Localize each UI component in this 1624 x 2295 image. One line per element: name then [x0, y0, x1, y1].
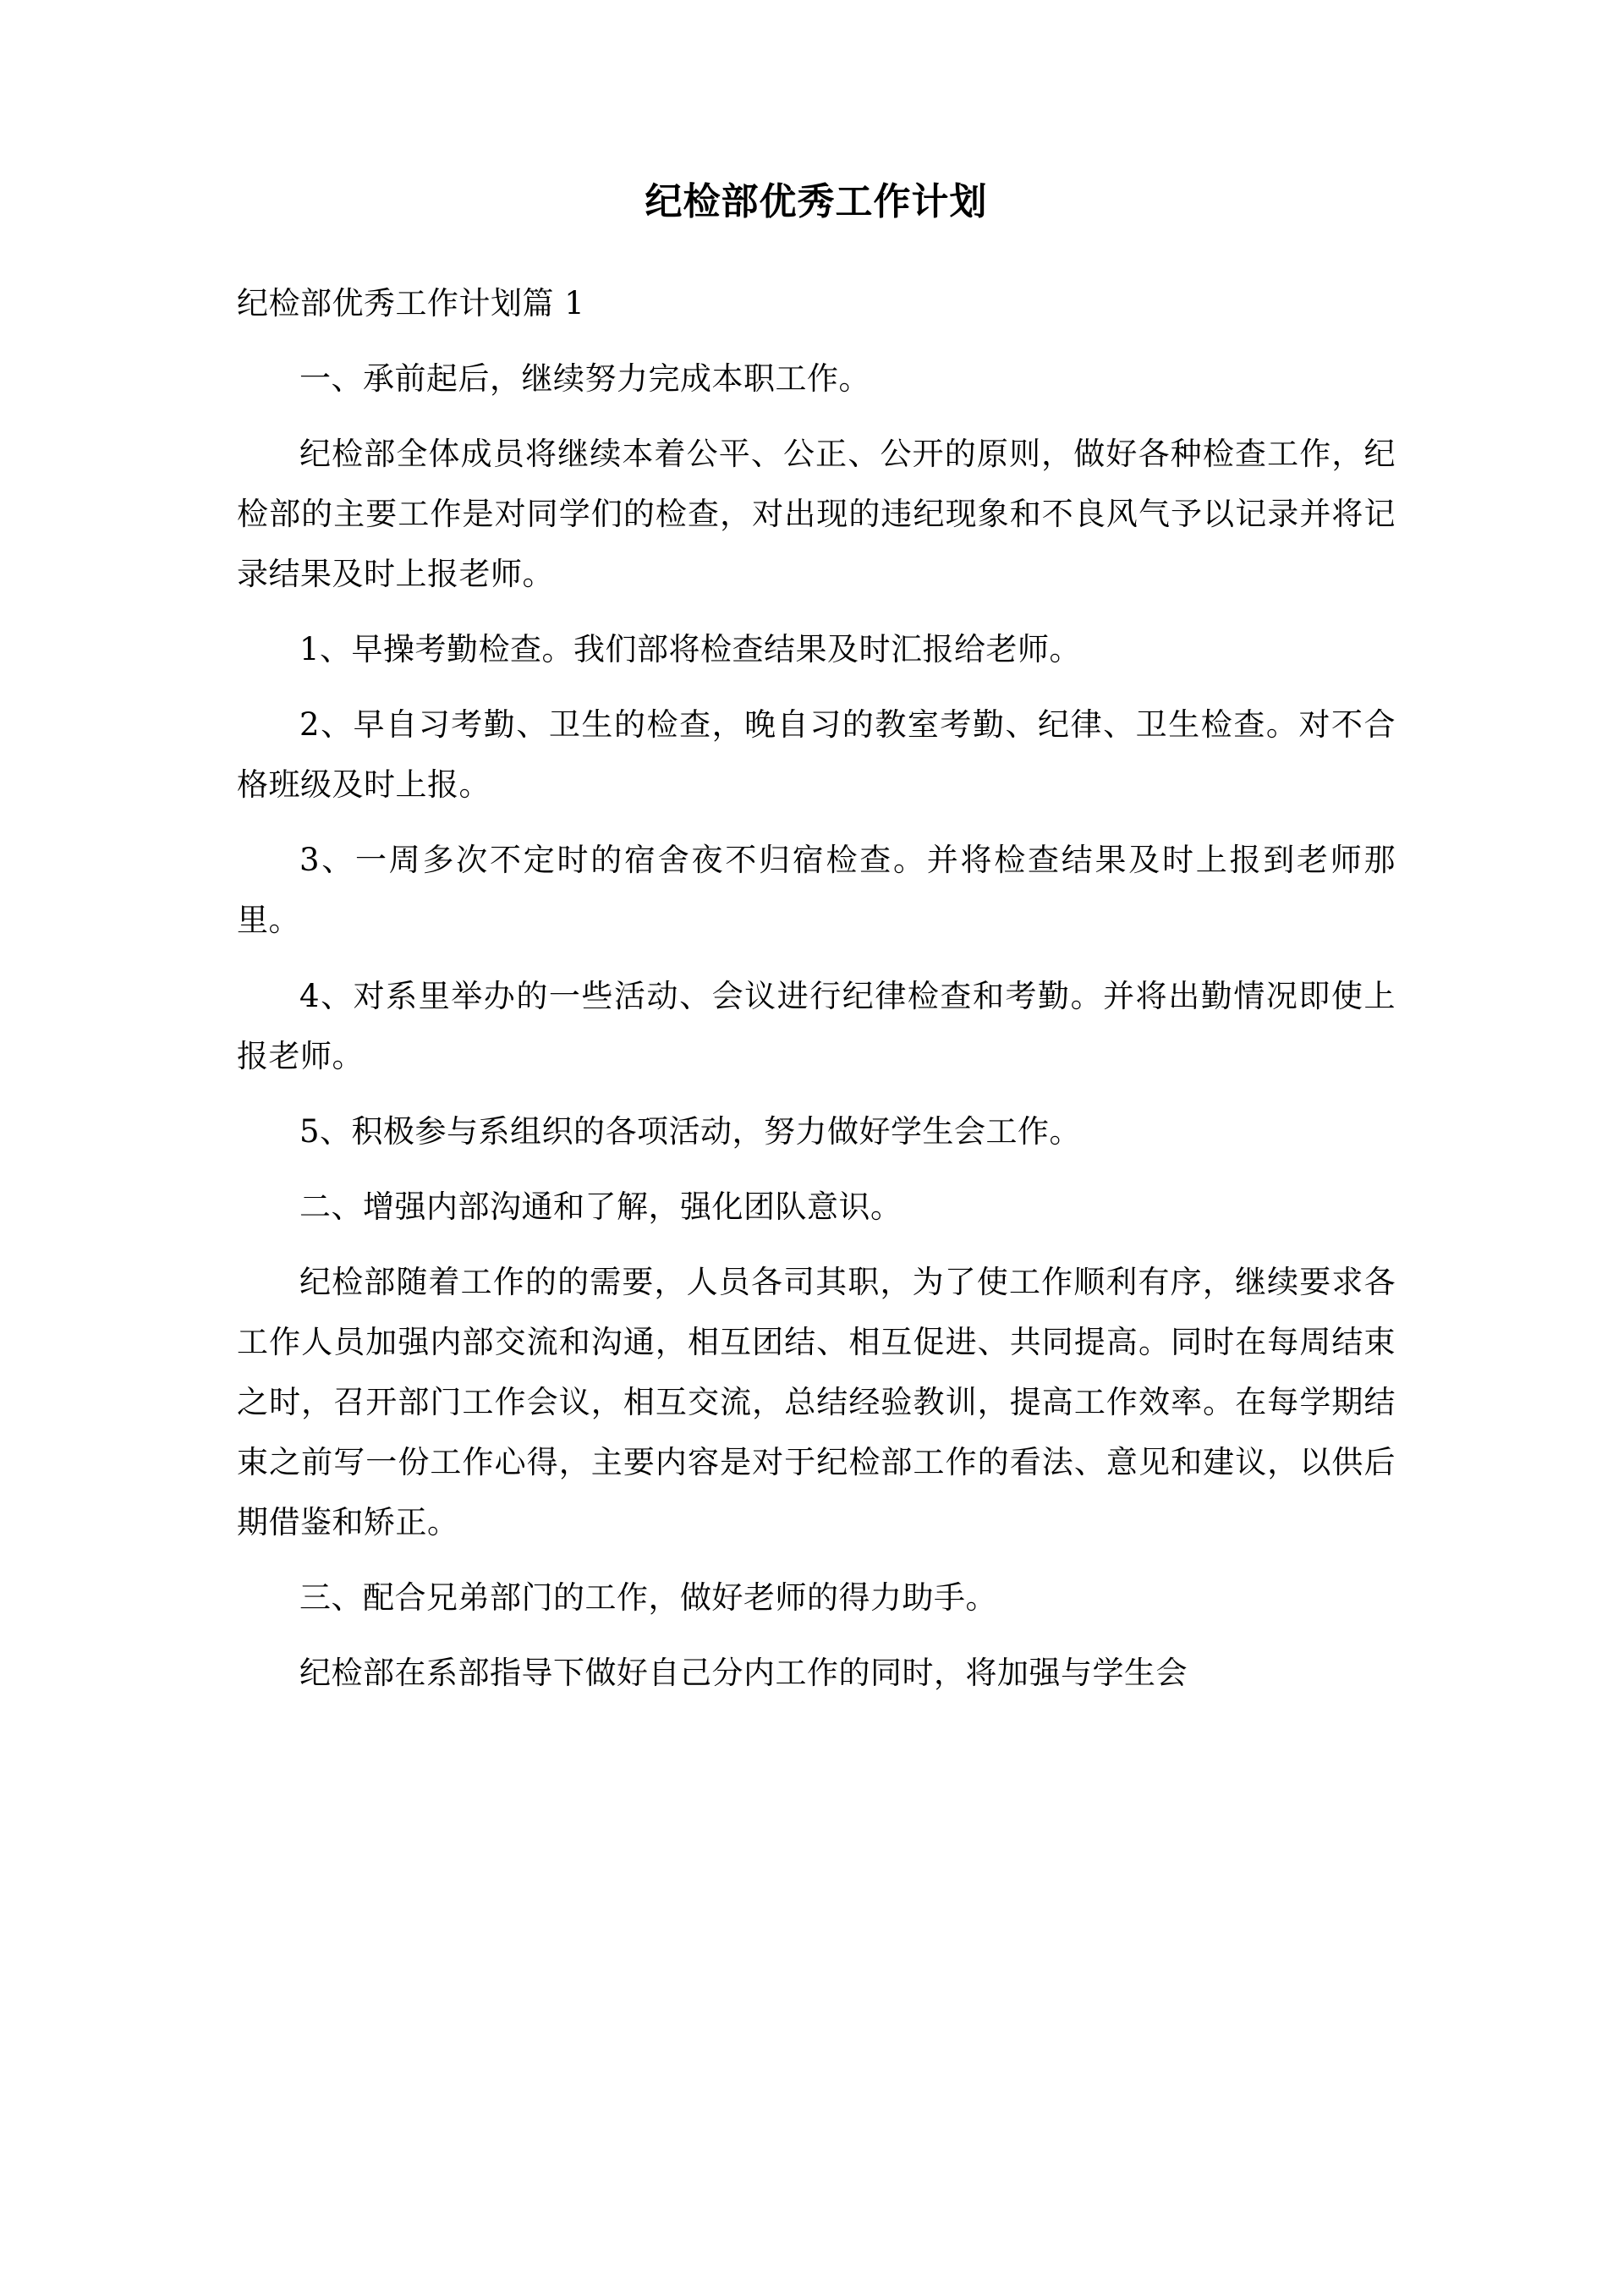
paragraph-section-3-body: 纪检部在系部指导下做好自己分内工作的同时，将加强与学生会: [299, 1654, 1188, 1691]
paragraph-item-3: 3、一周多次不定时的宿舍夜不归宿检查。并将检查结果及时上报到老师那里。: [237, 842, 1396, 939]
paragraph-item-1: 1、早操考勤检查。我们部将检查结果及时汇报给老师。: [299, 631, 1082, 668]
paragraph-section-2-heading: 二、增强内部沟通和了解，强化团队意识。: [299, 1188, 903, 1225]
page-title: 纪检部优秀工作计划: [645, 180, 988, 223]
paragraph-item-5: 5、积极参与系组织的各项活动，努力做好学生会工作。: [299, 1112, 1082, 1150]
paragraph-section-1-body: 纪检部全体成员将继续本着公平、公正、公开的原则，做好各种检查工作，纪检部的主要工作是对同学们的检查，对出现的违纪现象和不良风气予以记录并将记录结果及时上报老师。: [237, 436, 1396, 593]
paragraph-section-1-heading: 一、承前起后，继续努力完成本职工作。: [299, 360, 870, 398]
paragraph-section-2-body: 纪检部随着工作的的需要，人员各司其职，为了使工作顺利有序，继续要求各工作人员加强内部交流和沟通，相互团结、相互促进、共同提高。同时在每周结束之时，召开部门工作会议，相互交流，总结经验教训，提高工作效率。在每学期结束之前写一份工作心得，主要内容是对于纪检部工作的看法、意见和建议，以供后期借鉴和矫正。: [237, 1263, 1396, 1540]
paragraph-item-2: 2、早自习考勤、卫生的检查，晚自习的教室考勤、纪律、卫生检查。对不合格班级及时上报。: [237, 706, 1396, 804]
paragraph-subtitle: 纪检部优秀工作计划篇 1: [237, 285, 585, 322]
paragraph-item-4: 4、对系里举办的一些活动、会议进行纪律检查和考勤。并将出勤情况即使上报老师。: [237, 977, 1396, 1074]
paragraph-section-3-heading: 三、配合兄弟部门的工作，做好老师的得力助手。: [299, 1578, 997, 1616]
document-body: [237, 178, 1396, 1718]
